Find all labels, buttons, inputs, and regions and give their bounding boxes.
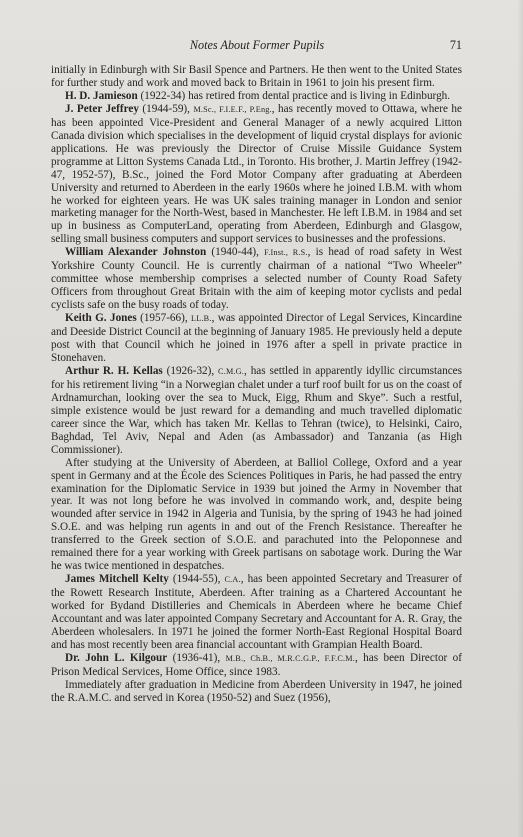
paragraph-text: , is head of road safety in West Yorkshire County Council. He is currently chairman of a national “Two Wheeler” committee whose membership comprises a selected number of County Road Safety Officers from throughout Great Britain with the aim of keeping motor cyclists and pedal cyclists safe on the busy roads of today. <box>51 246 463 312</box>
years: (1936-41), <box>167 651 226 664</box>
entry-jeffrey <box>51 103 462 246</box>
page-number: 71 <box>449 38 462 52</box>
qualifications: M.B., Ch.B., M.R.C.G.P., F.F.C.M. <box>225 653 355 663</box>
entry-kilgour <box>51 652 462 679</box>
person-name: Keith G. Jones <box>65 312 137 325</box>
years: (1922-34) <box>137 89 186 102</box>
paragraph-continuation <box>51 64 462 90</box>
entry-jamieson <box>51 90 462 103</box>
years: (1944-55), <box>168 573 225 586</box>
person-name: William Alexander Johnston <box>65 246 207 259</box>
running-header <box>52 38 462 54</box>
entry-kellas <box>51 365 462 457</box>
body-text <box>51 64 462 705</box>
qualifications: LL.B. <box>191 314 212 324</box>
running-title: Notes About Former Pupils <box>189 38 325 52</box>
years: (1944-59), <box>138 102 194 115</box>
years: (1926-32), <box>162 364 219 377</box>
paragraph-text: , has recently moved to Ottawa, where he has been appointed Vice-President and General Manager of a newly acquired Litton Canada division which specialises in the development of liquid crystal displays for avionic applications. He was previously the Director of Cruise Missile Guidance System programme at Litton Systems Canada Ltd., in Toronto. His brother, J. Martin Jeffrey (1942-47, 1952-57), B.Sc., joined the Ford Motor Company after graduating at Aberdeen University and returned to Aberdeen in the early 1960s where he joined I.B.M. with whom he worked for eighteen years. He was UK sales training manager in London and senior marketing manager for the North-West, based in Manchester. He left I.B.M. in 1984 and set up in business as ComputerLand, operating from Aberdeen, Edinburgh and Glasgow, selling small business computers and support services to businesses and the professions. <box>51 102 462 246</box>
person-name: J. Peter Jeffrey <box>65 102 139 115</box>
paragraph-text: Immediately after graduation in Medicine from Aberdeen University in 1947, he joined the R.A.M.C. and served in Korea (1950-52) and Suez (1956), <box>51 678 462 704</box>
paragraph-text: , has been Director of Prison Medical Services, Home Office, since 1983. <box>51 651 462 678</box>
paragraph-text: , has settled in apparently idyllic circumstances for his retirement living “in a Norwegian chalet under a turf roof built for us on the coast of Ardnamurchan, looking over the sea to Muck, Eigg, Rhum and Skye”. Such a restful, simple existence would be just reward for a demanding and much travelled diplomatic career since the War, which has taken Mr. Kellas to Tehran (twice), to Helsinki, Cairo, Baghdad, Tel Aviv, Nepal and Aden (as Ambassador) and Tanzania (as High Commissioner). <box>51 364 462 456</box>
years: (1957-66), <box>136 312 192 325</box>
entry-johnston <box>51 246 462 312</box>
paragraph-text: After studying at the University of Aberdeen, at Balliol College, Oxford and a year spent in Germany and at the École des Sciences Politiques in Paris, he had passed the entry examination for the Diplomatic Service in 1939 but joined the Army in November that year. It was not long before he was involved in commando work, and, despite being wounded after service in 1942 in Algeria and Tunisia, by the spring of 1943 he had joined S.O.E. and was helping run agents in and out of the French Resistance. Thereafter he transferred to the Greek section of S.O.E. and parachuted into the Peloponnese and remained there for a year working with Greek partisans on sabotage work. During the War he was twice mentioned in despatches. <box>51 456 462 573</box>
qualifications: M.Sc., F.I.E.F., P.Eng. <box>193 104 272 114</box>
person-name: James Mitchell Kelty <box>65 573 169 586</box>
qualifications: F.Inst., R.S. <box>264 248 308 258</box>
paragraph-text: , was appointed Director of Legal Services, Kincardine and Deeside District Council at the beginning of January 1985. He previously held a depute post with that Council which he joined in 1976 after a spell in private practice in Stonehaven. <box>51 312 462 364</box>
person-name: Dr. John L. Kilgour <box>65 651 168 664</box>
paragraph-text: has retired from dental practice and is living in Edinburgh. <box>185 89 451 102</box>
page-edge-shadow <box>517 0 523 837</box>
entry-kilgour-continued <box>51 679 462 705</box>
paragraph-text: initially in Edinburgh with Sir Basil Spence and Partners. He then went to the United States for further study and work and moved back to Britain in 1961 to join his present firm. <box>51 64 462 89</box>
person-name: H. D. Jamieson <box>65 89 138 102</box>
years: (1940-44), <box>206 246 265 259</box>
paragraph-text: , has been appointed Secretary and Treasurer of the Rowett Research Institute, Aberdeen. After training as a Chartered Accountant he worked for Bydand Distilleries and Chemicals in Aberdeen where he became Chief Accountant and was later appointed Company Secretary and Accountant for A. R. Gray, the Aberdeen wholesalers. In 1971 he joined the former North-East Regional Hospital Board and has most recently been area financial accountant with Grampian Health Board. <box>51 573 462 651</box>
entry-kelty <box>51 573 462 652</box>
person-name: Arthur R. H. Kellas <box>65 364 163 377</box>
qualifications: C.A. <box>224 575 241 585</box>
qualifications: C.M.G. <box>218 366 245 376</box>
entry-kellas-continued <box>51 457 462 574</box>
entry-jones <box>51 312 462 365</box>
